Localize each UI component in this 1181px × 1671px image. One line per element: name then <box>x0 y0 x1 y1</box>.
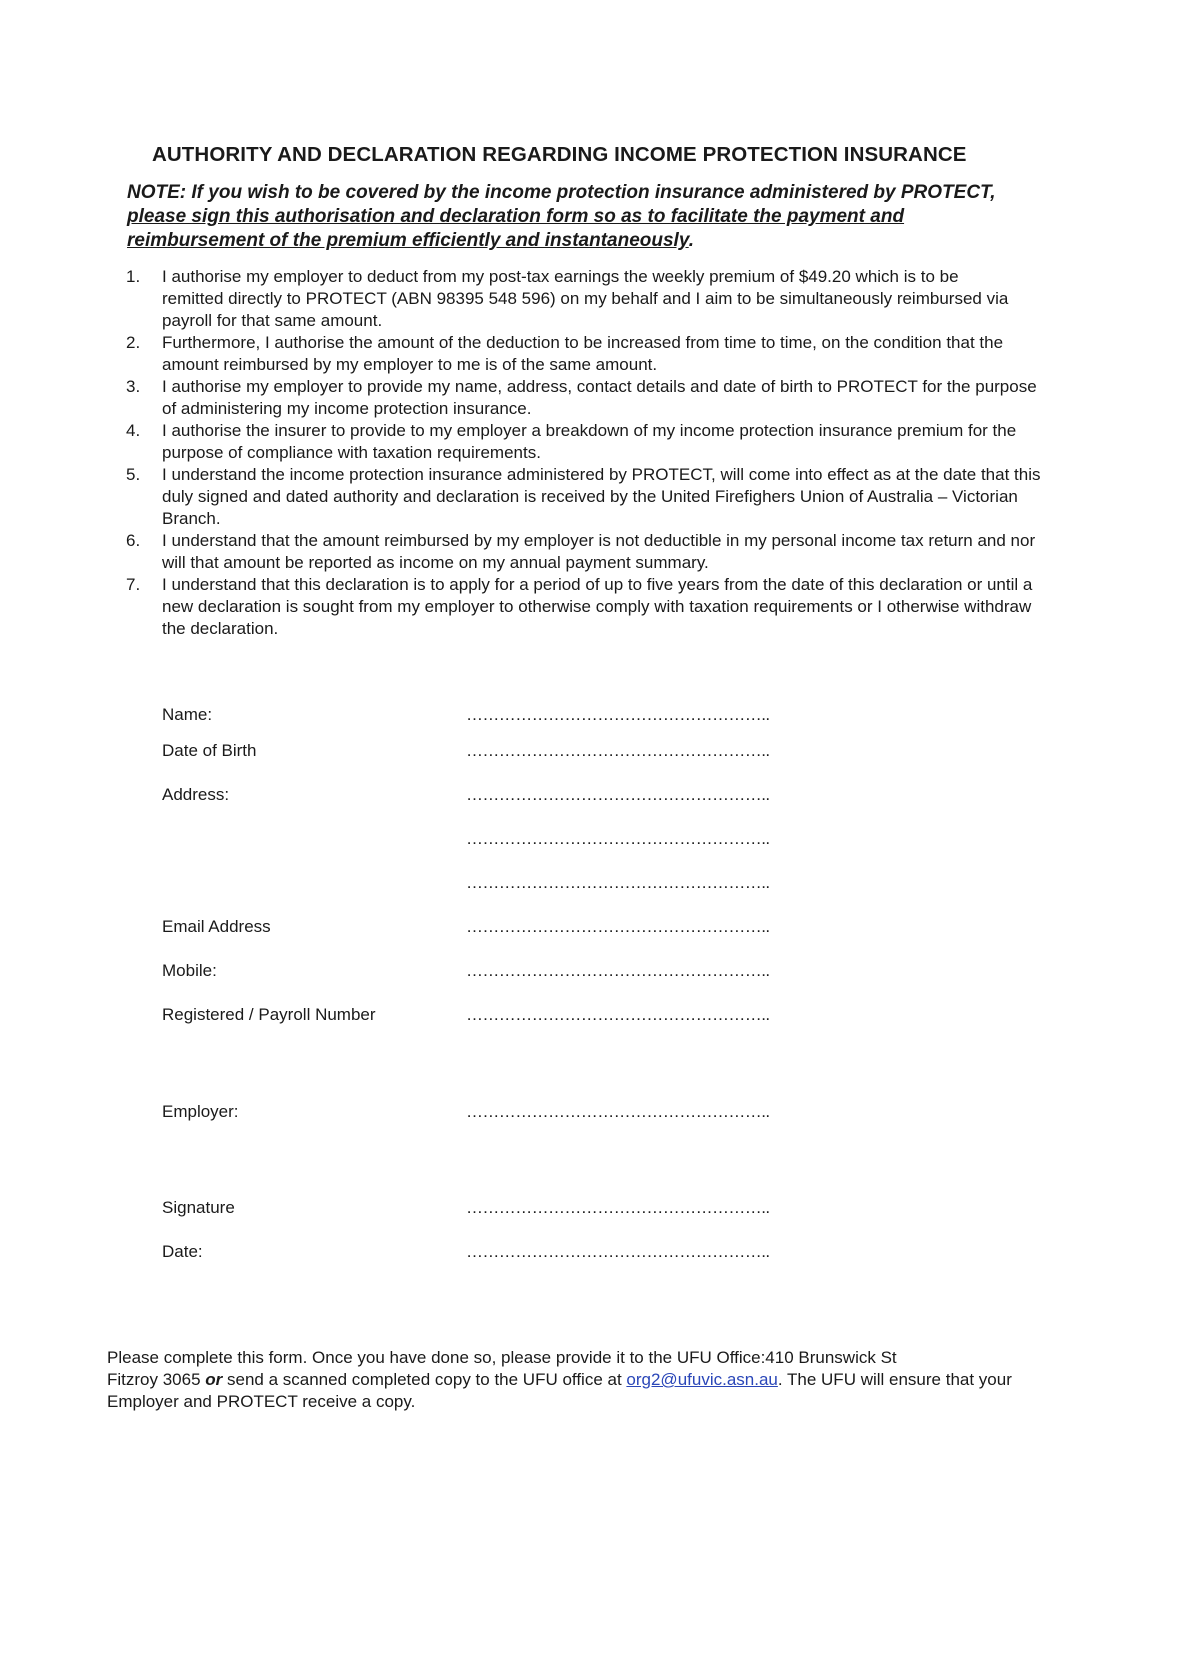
footer-line-2-mid: send a scanned completed copy to the UFU office at <box>222 1370 627 1389</box>
document-title: AUTHORITY AND DECLARATION REGARDING INCOME PROTECTION INSURANCE <box>152 143 967 166</box>
note-end: . <box>688 230 694 251</box>
clause-line: duly signed and dated authority and declaration is received by the United Firefighers Union of Australia – Victorian <box>162 487 1018 506</box>
payroll-number-field[interactable]: ……………………………………………….. <box>466 1005 770 1024</box>
clause-number: 2. <box>126 333 141 352</box>
clause-line: I authorise my employer to provide my name, address, contact details and date of birth to PROTECT for the purpose <box>162 377 1037 396</box>
address-label: Address: <box>162 785 230 804</box>
clause-line: of administering my income protection insurance. <box>162 399 532 418</box>
employer-label: Employer: <box>162 1102 239 1121</box>
address-field-line-1[interactable]: ……………………………………………….. <box>466 785 770 804</box>
clause-number: 3. <box>126 377 141 396</box>
clause-line: purpose of compliance with taxation requirements. <box>162 443 541 462</box>
footer-line-2-end: . The UFU will ensure that your <box>777 1370 1012 1389</box>
clause-line: remitted directly to PROTECT (ABN 98395 548 596) on my behalf and I aim to be simultaneously reimbursed via <box>162 289 1009 308</box>
address-field-line-3[interactable]: ……………………………………………….. <box>466 873 770 892</box>
email-field[interactable]: ……………………………………………….. <box>466 917 770 936</box>
note-paragraph <box>127 181 1067 253</box>
footer-or: or <box>205 1370 223 1389</box>
email-link[interactable]: org2@ufuvic.asn.au <box>626 1370 778 1389</box>
note-line-2: please sign this authorisation and declaration form so as to facilitate the payment and <box>127 206 905 227</box>
email-label: Email Address <box>162 917 271 936</box>
clause-number: 4. <box>126 421 141 440</box>
clause-item <box>118 266 1098 332</box>
clause-line: I understand the income protection insurance administered by PROTECT, will come into effect as at the date that this <box>162 465 1041 484</box>
note-line-1: NOTE: If you wish to be covered by the income protection insurance administered by PROTECT, <box>127 182 996 203</box>
clause-item <box>118 574 1098 640</box>
mobile-label: Mobile: <box>162 961 217 980</box>
signature-label: Signature <box>162 1198 235 1217</box>
clause-item <box>118 332 1098 376</box>
clause-line: Furthermore, I authorise the amount of the deduction to be increased from time to time, on the condition that the <box>162 333 1004 352</box>
clause-line: I authorise the insurer to provide to my employer a breakdown of my income protection insurance premium for the <box>162 421 1017 440</box>
clause-line: I understand that this declaration is to apply for a period of up to five years from the date of this declaration or until a <box>162 575 1033 594</box>
name-label: Name: <box>162 705 213 724</box>
clause-item <box>118 376 1098 420</box>
footer-instructions <box>107 1347 1107 1413</box>
date-field[interactable]: ……………………………………………….. <box>466 1242 770 1261</box>
signature-field[interactable]: ……………………………………………….. <box>466 1198 770 1217</box>
dob-label: Date of Birth <box>162 741 257 760</box>
name-field[interactable]: ……………………………………………….. <box>466 705 770 724</box>
footer-line-3: Employer and PROTECT receive a copy. <box>107 1392 416 1411</box>
clause-line: Branch. <box>162 509 221 528</box>
footer-line-2-start: Fitzroy 3065 <box>107 1370 206 1389</box>
clause-line: I authorise my employer to deduct from my post-tax earnings the weekly premium of $49.20 which is to be <box>162 267 959 286</box>
footer-line-1: Please complete this form. Once you have done so, please provide it to the UFU Office:410 Brunswick St <box>107 1348 897 1367</box>
clause-line: the declaration. <box>162 619 279 638</box>
clause-item <box>118 464 1098 530</box>
dob-field[interactable]: ……………………………………………….. <box>466 741 770 760</box>
clause-line: payroll for that same amount. <box>162 311 383 330</box>
address-field-line-2[interactable]: ……………………………………………….. <box>466 829 770 848</box>
date-label: Date: <box>162 1242 203 1261</box>
employer-field[interactable]: ……………………………………………….. <box>466 1102 770 1121</box>
clause-number: 5. <box>126 465 141 484</box>
clause-number: 6. <box>126 531 141 550</box>
clause-list <box>118 266 1098 640</box>
payroll-number-label: Registered / Payroll Number <box>162 1005 376 1024</box>
clause-line: new declaration is sought from my employer to otherwise comply with taxation requirements or I otherwise withdraw <box>162 597 1032 616</box>
clause-line: will that amount be reported as income on my annual payment summary. <box>162 553 709 572</box>
clause-item <box>118 530 1098 574</box>
clause-line: amount reimbursed by my employer to me is of the same amount. <box>162 355 658 374</box>
clause-number: 1. <box>126 267 141 286</box>
clause-number: 7. <box>126 575 141 594</box>
note-line-3: reimbursement of the premium efficiently and instantaneously <box>127 230 689 251</box>
clause-item <box>118 420 1098 464</box>
mobile-field[interactable]: ……………………………………………….. <box>466 961 770 980</box>
clause-line: I understand that the amount reimbursed by my employer is not deductible in my personal income tax return and nor <box>162 531 1036 550</box>
